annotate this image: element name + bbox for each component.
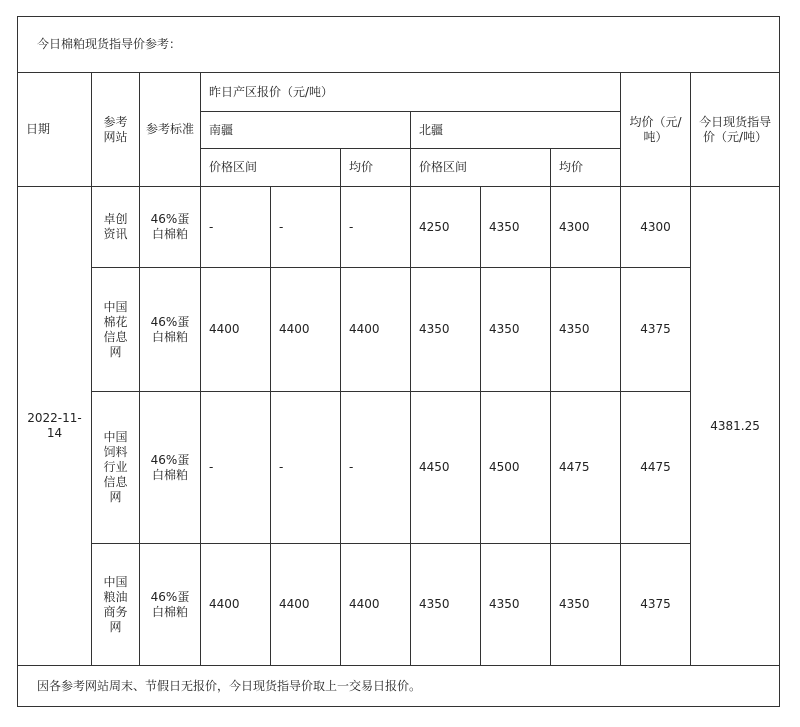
north-low-cell: 4350 (411, 544, 481, 666)
standard-cell: 46%蛋白棉粕 (140, 187, 201, 268)
header-standard: 参考标准 (140, 73, 201, 187)
header-yesterday: 昨日产区报价（元/吨） (201, 73, 621, 112)
south-avg-cell: - (341, 392, 411, 544)
avg-cell: 4475 (621, 392, 691, 544)
header-site: 参考网站 (92, 73, 140, 187)
table-row (18, 544, 780, 666)
header-north: 北疆 (411, 112, 621, 149)
header-south-avg: 均价 (341, 149, 411, 187)
site-cell: 卓创资讯 (92, 187, 140, 268)
south-low-cell: 4400 (201, 544, 271, 666)
header-overall-avg: 均价（元/吨） (621, 73, 691, 187)
north-avg-cell: 4350 (551, 544, 621, 666)
site-cell: 中国棉花信息网 (92, 268, 140, 392)
standard-cell: 46%蛋白棉粕 (140, 544, 201, 666)
footnote: 因各参考网站周末、节假日无报价，今日现货指导价取上一交易日报价。 (18, 666, 780, 707)
header-north-range: 价格区间 (411, 149, 551, 187)
header-south-range: 价格区间 (201, 149, 341, 187)
north-avg-cell: 4300 (551, 187, 621, 268)
south-high-cell: 4400 (271, 268, 341, 392)
avg-cell: 4375 (621, 544, 691, 666)
south-avg-cell: 4400 (341, 268, 411, 392)
standard-cell: 46%蛋白棉粕 (140, 268, 201, 392)
south-high-cell: - (271, 187, 341, 268)
north-high-cell: 4350 (481, 544, 551, 666)
north-high-cell: 4350 (481, 187, 551, 268)
table-row (18, 392, 780, 544)
south-high-cell: - (271, 392, 341, 544)
header-south: 南疆 (201, 112, 411, 149)
today-price-cell: 4381.25 (691, 187, 780, 666)
north-avg-cell: 4475 (551, 392, 621, 544)
north-low-cell: 4350 (411, 268, 481, 392)
south-low-cell: - (201, 392, 271, 544)
site-cell: 中国饲料行业信息网 (92, 392, 140, 544)
north-low-cell: 4250 (411, 187, 481, 268)
north-high-cell: 4500 (481, 392, 551, 544)
header-today: 今日现货指导价（元/吨） (691, 73, 780, 187)
north-low-cell: 4450 (411, 392, 481, 544)
header-north-avg: 均价 (551, 149, 621, 187)
standard-cell: 46%蛋白棉粕 (140, 392, 201, 544)
south-avg-cell: - (341, 187, 411, 268)
header-date: 日期 (18, 73, 92, 187)
price-table (17, 16, 780, 707)
table-row (18, 187, 780, 268)
south-low-cell: - (201, 187, 271, 268)
table-title: 今日棉粕现货指导价参考： (18, 17, 780, 73)
avg-cell: 4300 (621, 187, 691, 268)
south-avg-cell: 4400 (341, 544, 411, 666)
avg-cell: 4375 (621, 268, 691, 392)
table-row (18, 268, 780, 392)
north-high-cell: 4350 (481, 268, 551, 392)
site-cell: 中国粮油商务网 (92, 544, 140, 666)
south-high-cell: 4400 (271, 544, 341, 666)
north-avg-cell: 4350 (551, 268, 621, 392)
date-cell: 2022-11-14 (18, 187, 92, 666)
south-low-cell: 4400 (201, 268, 271, 392)
